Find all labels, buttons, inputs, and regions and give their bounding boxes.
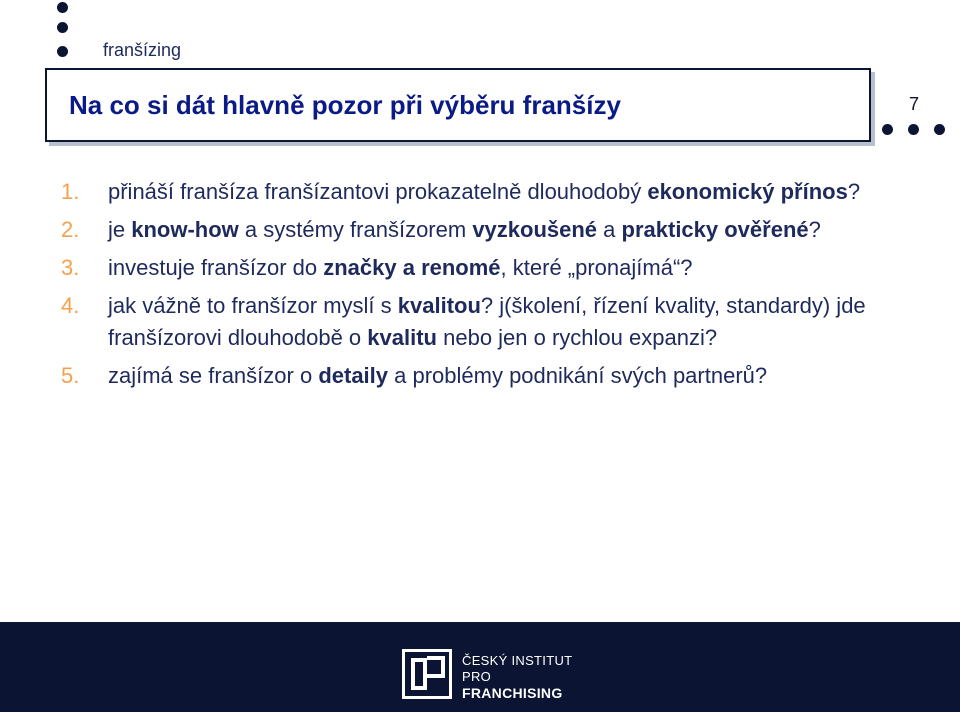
footer-bar bbox=[0, 622, 960, 712]
list-item-emphasis: kvalitu bbox=[367, 325, 437, 350]
list-item-text: a problémy podnikání svých partnerů? bbox=[388, 363, 768, 388]
list-item-emphasis: prakticky ověřené bbox=[621, 217, 809, 242]
list-item-text: jak vážně to franšízor myslí s bbox=[108, 293, 398, 318]
decor-dot-3 bbox=[57, 46, 68, 57]
list-item bbox=[55, 176, 915, 208]
list-item-emphasis: značky a renomé bbox=[323, 255, 501, 280]
list-item-text: , které „pronajímá“? bbox=[500, 255, 693, 280]
list-item-text: ? j(školení, řízení kvality, standardy) jde franšízorovi dlouhodobě o bbox=[108, 293, 866, 350]
decor-dot-6 bbox=[934, 124, 945, 135]
list-item-text: přináší franšíza franšízantovi prokazatelně dlouhodobý bbox=[108, 179, 648, 204]
list-item-emphasis: detaily bbox=[318, 363, 389, 388]
list-item-emphasis: vyzkoušené bbox=[472, 217, 598, 242]
list-item bbox=[55, 252, 915, 284]
list-item-number: 2. bbox=[61, 217, 80, 242]
list-item-number: 5. bbox=[61, 363, 80, 388]
cipf-logo-icon bbox=[402, 649, 452, 699]
logo-line-1: ČESKÝ INSTITUT bbox=[462, 653, 573, 668]
list-item bbox=[55, 290, 915, 354]
decor-dot-1 bbox=[57, 2, 68, 13]
list-item-emphasis: kvalitou bbox=[397, 293, 481, 318]
decor-dot-4 bbox=[882, 124, 893, 135]
list-item-text: investuje franšízor do bbox=[108, 255, 324, 280]
list-item-text: je bbox=[108, 217, 132, 242]
list-item-text: ? bbox=[847, 179, 861, 204]
list-item-number: 1. bbox=[61, 179, 80, 204]
list-item bbox=[55, 360, 915, 392]
list-item-number: 4. bbox=[61, 293, 80, 318]
list-item bbox=[55, 214, 915, 246]
list-item-emphasis: know-how bbox=[131, 217, 239, 242]
list-item-text: zajímá se franšízor o bbox=[108, 363, 319, 388]
list-item-emphasis: ekonomický přínos bbox=[647, 179, 848, 204]
question-list bbox=[55, 176, 915, 398]
logo-text bbox=[462, 653, 572, 701]
list-item-number: 3. bbox=[61, 255, 80, 280]
list-item-text: a systémy franšízorem bbox=[238, 217, 473, 242]
logo-line-3: FRANCHISING bbox=[462, 685, 563, 701]
slide-title: Na co si dát hlavně pozor při výběru franšízy bbox=[69, 90, 621, 120]
title-box bbox=[45, 68, 871, 142]
list-item-text: ? bbox=[808, 217, 821, 242]
list-item-text: nebo jen o rychlou expanzi? bbox=[437, 325, 718, 350]
list-item-text: a bbox=[597, 217, 622, 242]
decor-dot-2 bbox=[57, 22, 68, 33]
logo-line-2: PRO bbox=[462, 669, 492, 684]
section-label: franšízing bbox=[103, 40, 182, 60]
slide-number: 7 bbox=[909, 94, 920, 114]
decor-dot-5 bbox=[908, 124, 919, 135]
